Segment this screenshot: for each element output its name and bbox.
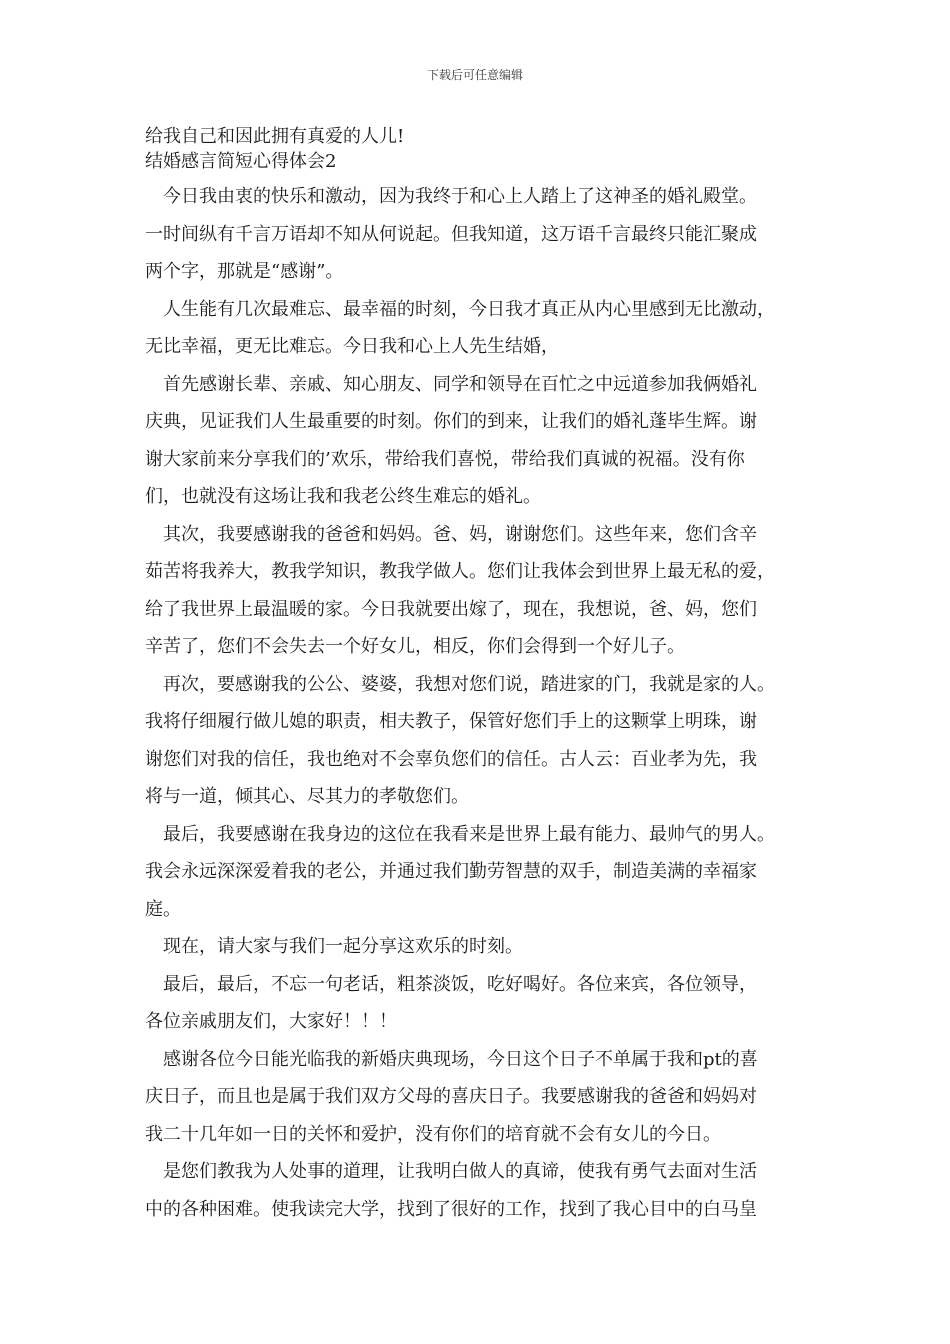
paragraph-first-line: 现在，请大家与我们一起分享这欢乐的时刻。 [163,936,523,957]
paragraph-line: 辛苦了，您们不会失去一个好女儿，相反，你们会得到一个好儿子。 [145,636,685,657]
body-lines [145,178,815,1228]
paragraph-line: 谢您们对我的信任，我也绝对不会辜负您们的信任。古人云：百业孝为先，我 [145,748,757,770]
paragraph-line: 们，也就没有这场让我和我老公终生难忘的婚礼。 [145,486,541,507]
paragraph-first-line: 感谢各位今日能光临我的新婚庆典现场，今日这个日子不单属于我和pt的喜 [163,1048,758,1070]
section-heading: 结婚感言简短心得体会2 [145,151,337,172]
paragraph-line: 一时间纵有千言万语却不知从何说起。但我知道，这万语千言最终只能汇聚成 [145,223,757,245]
paragraph-line: 将与一道，倾其心、尽其力的孝敬您们。 [145,786,469,807]
paragraph-line: 两个字，那就是“感谢”。 [145,261,344,282]
paragraph-first-line: 最后，最后，不忘一句老话，粗茶淡饭，吃好喝好。各位来宾，各位领导， [163,973,757,995]
paragraph-first-line: 其次，我要感谢我的爸爸和妈妈。爸、妈，谢谢您们。这些年来，您们含辛 [163,523,757,545]
paragraph-line: 庭。 [145,898,181,920]
paragraph-first-line: 人生能有几次最难忘、最幸福的时刻，今日我才真正从内心里感到无比激动， [163,298,775,320]
paragraph-line: 无比幸福，更无比难忘。今日我和心上人先生结婚， [145,336,559,357]
paragraph-first-line: 是您们教我为人处事的道理，让我明白做人的真谛，使我有勇气去面对生活 [163,1161,757,1182]
text-line-closing: 给我自己和因此拥有真爱的人儿! [145,126,405,147]
paragraph-line: 庆典，见证我们人生最重要的时刻。你们的到来，让我们的婚礼蓬毕生辉。谢 [145,411,757,432]
paragraph-first-line: 再次，要感谢我的公公、婆婆，我想对您们说，踏进家的门，我就是家的人。 [163,673,775,695]
paragraph-line: 我会永远深深爱着我的老公，并通过我们勤劳智慧的双手，制造美满的幸福家 [145,861,757,882]
document-body [145,124,815,1228]
paragraph-line: 我将仔细履行做儿媳的职责，相夫教子，保管好您们手上的这颗掌上明珠，谢 [145,711,757,732]
paragraph-line: 中的各种困难。使我读完大学，找到了很好的工作，找到了我心目中的白马皇 [145,1198,757,1220]
paragraph-first-line: 今日我由衷的快乐和激动，因为我终于和心上人踏上了这神圣的婚礼殿堂。 [163,186,757,207]
page-header: 下载后可任意编辑 [426,68,523,82]
paragraph-line: 给了我世界上最温暖的家。今日我就要出嫁了，现在，我想说，爸、妈，您们 [145,598,757,620]
paragraph-first-line: 最后，我要感谢在我身边的这位在我看来是世界上最有能力、最帅气的男人。 [163,823,775,845]
paragraph-line: 庆日子，而且也是属于我们双方父母的喜庆日子。我要感谢我的爸爸和妈妈对 [145,1086,757,1107]
paragraph-line: 谢大家前来分享我们的’欢乐，带给我们喜悦，带给我们真诚的祝福。没有你 [145,448,745,470]
paragraph-line: 各位亲戚朋友们，大家好！！！ [145,1011,397,1032]
paragraph-line: 茹苦将我养大，教我学知识，教我学做人。您们让我体会到世界上最无私的爱， [145,561,775,582]
paragraph-first-line: 首先感谢长辈、亲戚、知心朋友、同学和领导在百忙之中远道参加我俩婚礼 [163,373,757,395]
paragraph-line: 我二十几年如一日的关怀和爱护，没有你们的培育就不会有女儿的今日。 [145,1123,721,1145]
